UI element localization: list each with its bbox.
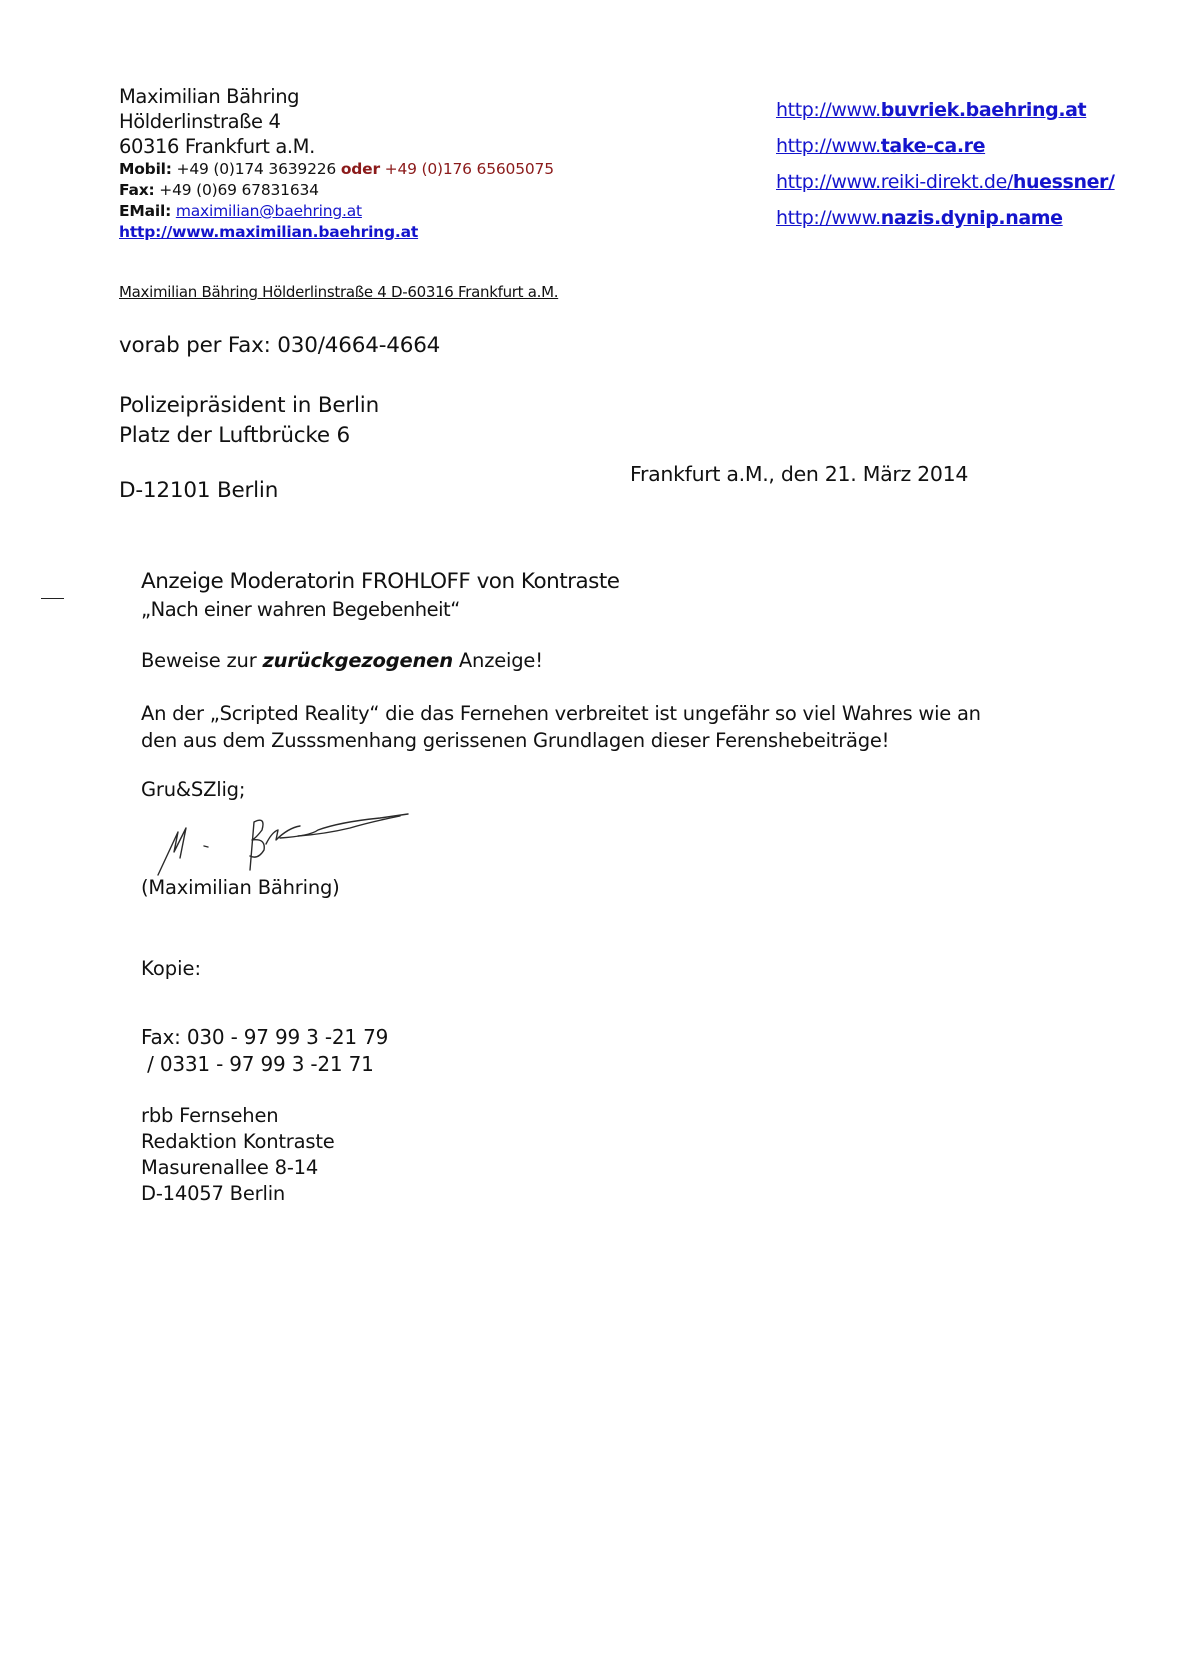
mobile-number-1: +49 (0)174 3639226 xyxy=(176,160,337,178)
link-prefix: http://www. xyxy=(776,99,881,121)
links-block xyxy=(776,92,1115,236)
link-nazis[interactable] xyxy=(776,200,1115,236)
p2-line1: An der „Scripted Reality“ die das Fernehen verbreitet ist ungefähr so viel Wahres wie an xyxy=(141,702,981,725)
copy-recipient-line2: Redaktion Kontraste xyxy=(141,1130,335,1153)
sender-street: Hölderlinstraße 4 xyxy=(119,110,281,133)
link-prefix: http://www. xyxy=(776,135,881,157)
website-link[interactable]: http://www.maximilian.baehring.at xyxy=(119,223,419,241)
link-bold: nazis.dynip.name xyxy=(880,207,1063,229)
sender-block xyxy=(119,84,554,243)
fax-notice: vorab per Fax: 030/4664-4664 xyxy=(119,333,441,358)
sender-email xyxy=(119,201,554,222)
fax-label: Fax: xyxy=(119,181,155,199)
copy-fax-line1: Fax: 030 - 97 99 3 -21 79 xyxy=(141,1025,389,1049)
copy-fax xyxy=(141,1024,388,1078)
sender-name: Maximilian Bähring xyxy=(119,85,300,108)
copy-recipient-line4: D-14057 Berlin xyxy=(141,1182,286,1205)
link-bold: buvriek.baehring.at xyxy=(880,99,1087,121)
letter-date: Frankfurt a.M., den 21. März 2014 xyxy=(630,462,969,486)
copy-recipient-line3: Masurenallee 8-14 xyxy=(141,1156,319,1179)
sender-website xyxy=(119,222,554,243)
copy-recipient xyxy=(141,1103,335,1207)
recipient-city: D-12101 Berlin xyxy=(119,478,279,503)
subject-line2: „Nach einer wahren Begebenheit“ xyxy=(141,598,460,621)
email-link[interactable]: maximilian@baehring.at xyxy=(175,202,362,220)
signature-name: (Maximilian Bähring) xyxy=(141,876,340,899)
fold-mark xyxy=(41,598,64,599)
body-paragraph-1 xyxy=(141,649,543,672)
link-bold: huessner/ xyxy=(1012,171,1115,193)
p1-emphasis: zurückgezogenen xyxy=(262,649,453,672)
link-take-care[interactable] xyxy=(776,128,1115,164)
recipient-line1: Polizeipräsident in Berlin xyxy=(119,393,380,418)
copy-recipient-line1: rbb Fernsehen xyxy=(141,1104,279,1127)
link-reiki[interactable] xyxy=(776,164,1115,200)
sender-mobile xyxy=(119,159,554,180)
mobile-number-2: +49 (0)176 65605075 xyxy=(384,160,554,178)
copy-fax-line2: / 0331 - 97 99 3 -21 71 xyxy=(141,1052,374,1076)
sender-city: 60316 Frankfurt a.M. xyxy=(119,135,315,158)
subject xyxy=(141,568,620,624)
return-address: Maximilian Bähring Hölderlinstraße 4 D-60316 Frankfurt a.M. xyxy=(119,283,559,301)
copy-label: Kopie: xyxy=(141,957,202,980)
link-buvriek[interactable] xyxy=(776,92,1115,128)
recipient-line2: Platz der Luftbrücke 6 xyxy=(119,423,351,448)
fax-number: +49 (0)69 67831634 xyxy=(159,181,319,199)
link-bold: take-ca.re xyxy=(880,135,986,157)
recipient-address xyxy=(119,391,379,451)
p2-line2: den aus dem Zusssmenhang gerissenen Grundlagen dieser Ferenshebeiträge! xyxy=(141,729,890,752)
link-prefix: http://www. xyxy=(776,207,881,229)
body-paragraph-2 xyxy=(141,700,981,754)
subject-line1: Anzeige Moderatorin FROHLOFF von Kontraste xyxy=(141,569,620,594)
email-label: EMail: xyxy=(119,202,172,220)
link-prefix: http://www.reiki-direkt.de/ xyxy=(776,171,1013,193)
p1-before: Beweise zur xyxy=(141,649,263,672)
p1-after: Anzeige! xyxy=(452,649,543,672)
greeting: Gru&SZlig; xyxy=(141,778,246,801)
mobile-oder: oder xyxy=(340,160,380,178)
sender-fax xyxy=(119,180,554,201)
mobile-label: Mobil: xyxy=(119,160,172,178)
handwritten-signature xyxy=(150,800,415,880)
